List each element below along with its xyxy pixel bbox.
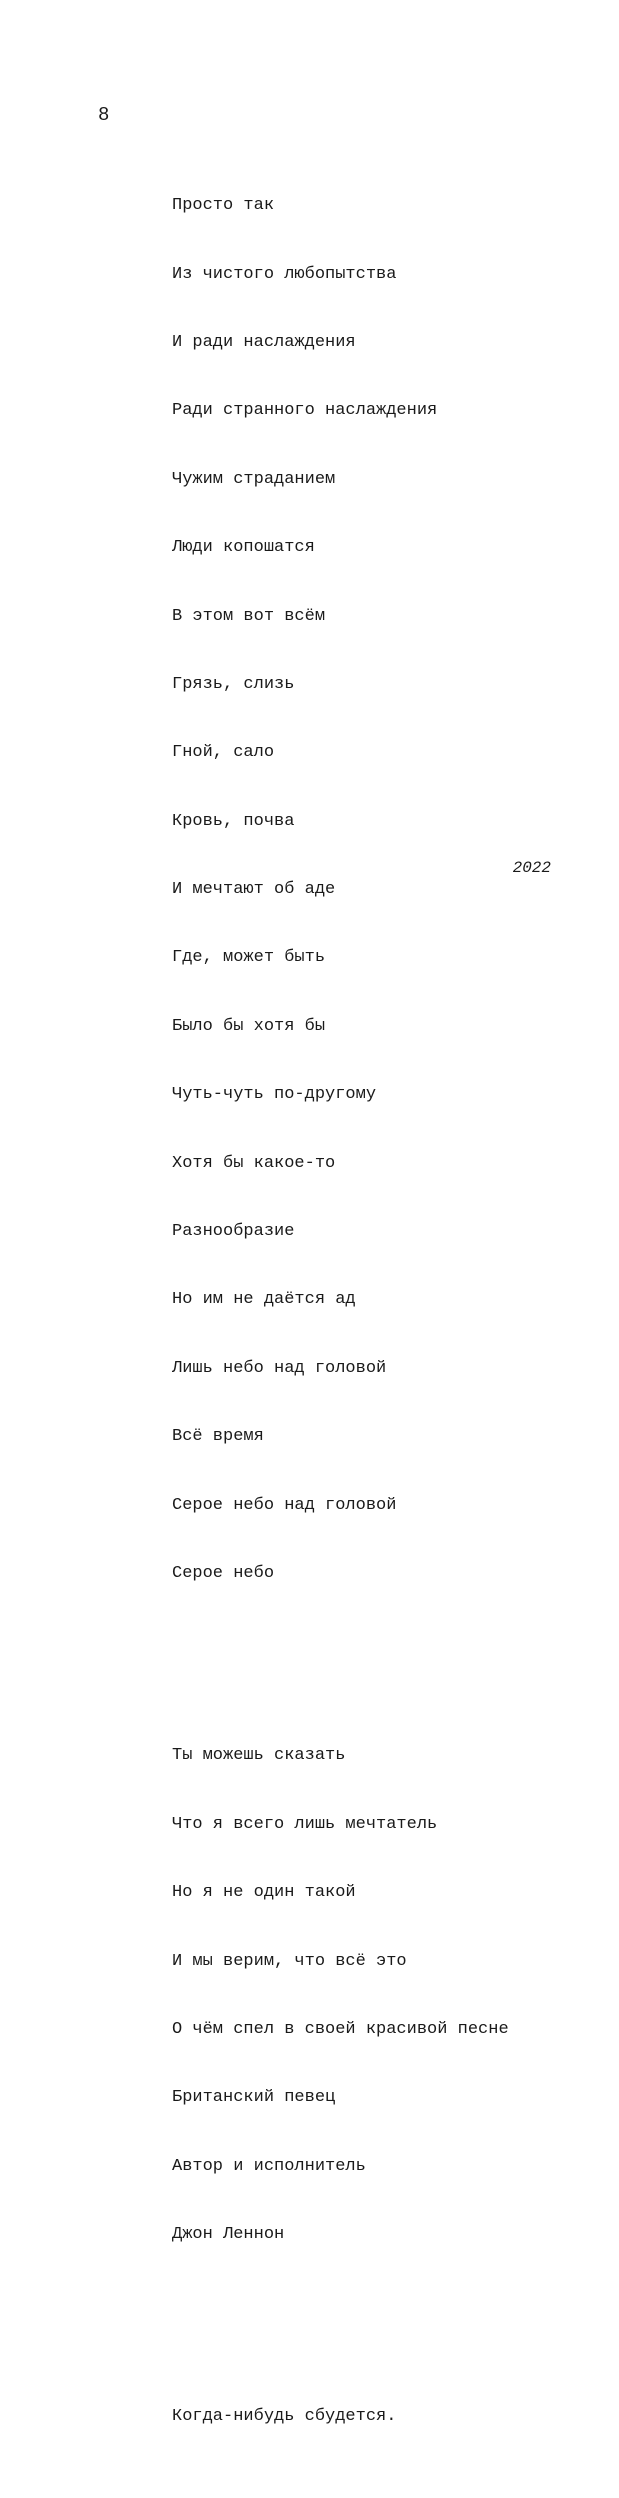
poem-text	[172, 104, 602, 2498]
poem-line: Лишь небо над головой	[172, 1358, 387, 1378]
poem-line: Грязь, слизь	[172, 674, 295, 694]
poem-line: Джон Леннон	[172, 2225, 285, 2245]
poem-line: О чём спел в своей красивой песне	[172, 2019, 509, 2039]
poem-line: Всё время	[172, 1427, 264, 1447]
poem-line: Британский певец	[172, 2088, 336, 2108]
poem-line: Люди копошатся	[172, 538, 315, 558]
poem-line: Ради странного наслаждения	[172, 401, 438, 421]
poem-line: Но им не даётся ад	[172, 1290, 356, 1310]
poem-line: Кровь, почва	[172, 811, 295, 831]
poem-line: Автор и исполнитель	[172, 2156, 366, 2176]
poem-line: И ради наслаждения	[172, 332, 356, 352]
poem-line: Хотя бы какое-то	[172, 1153, 336, 1173]
stanza-2	[172, 1700, 602, 2293]
stanza-1	[172, 150, 602, 1632]
poem-line: Просто так	[172, 196, 275, 216]
poem-line: Гной, сало	[172, 743, 275, 763]
poem-line: Когда-нибудь сбудется.	[172, 2407, 397, 2427]
poem-line: Но я не один такой	[172, 1883, 356, 1903]
poem-line: Разнообразие	[172, 1222, 295, 1242]
poem-line: Ты можешь сказать	[172, 1746, 346, 1766]
page-number: 8	[98, 104, 110, 126]
poem-line: В этом вот всём	[172, 606, 326, 626]
poem-line: И мы верим, что всё это	[172, 1951, 407, 1971]
year-date: 2022	[512, 859, 551, 877]
stanza-3	[172, 2361, 602, 2475]
poem-line: Что я всего лишь мечтатель	[172, 1814, 438, 1834]
poem-line: Из чистого любопытства	[172, 264, 397, 284]
poem-line: Чуть-чуть по-другому	[172, 1085, 377, 1105]
poem-line: Где, может быть	[172, 948, 326, 968]
poem-line: Серое небо	[172, 1564, 275, 1583]
poem-line: И мечтают об аде	[172, 880, 336, 900]
poem-line: Чужим страданием	[172, 469, 336, 489]
poem-line: Серое небо над головой	[172, 1495, 397, 1515]
poem-line: Было бы хотя бы	[172, 1016, 326, 1036]
